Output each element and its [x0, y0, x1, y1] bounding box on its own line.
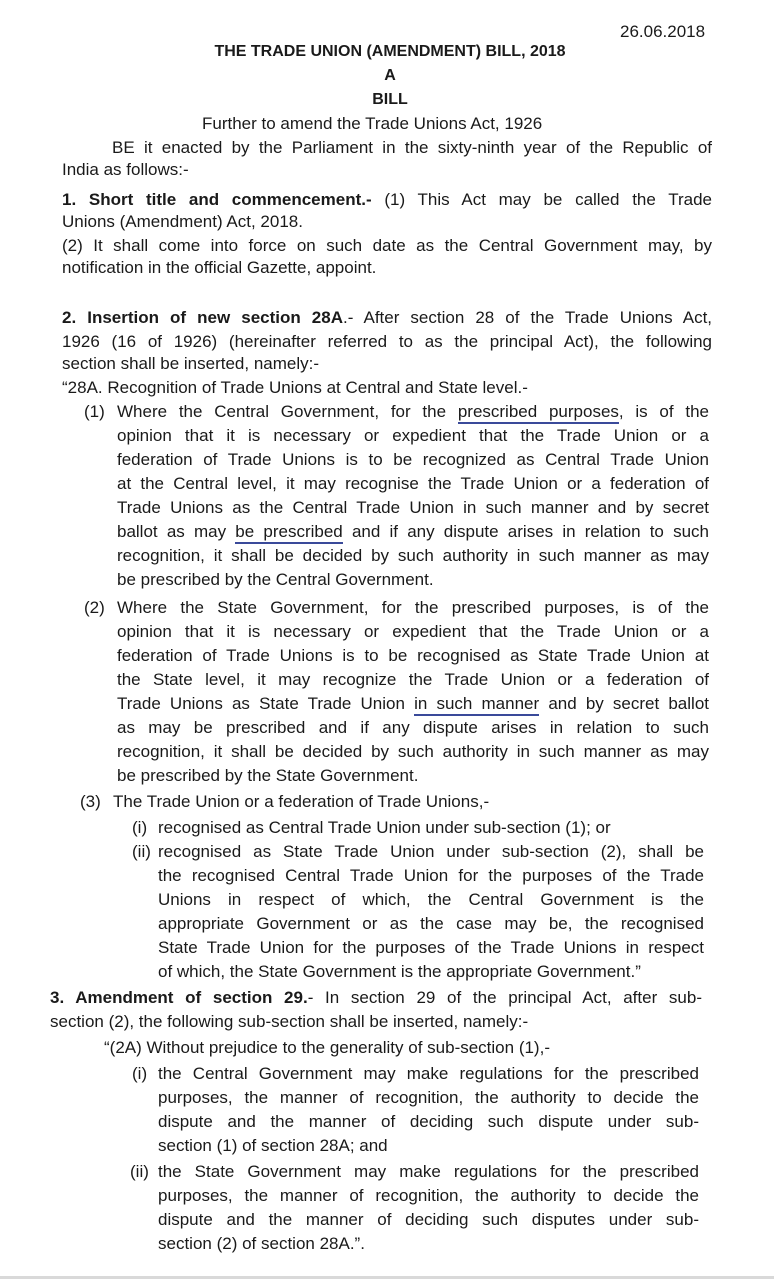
subsection-1-line-3: federation of Trade Unions is to be recognized as Central Trade Union: [117, 450, 709, 469]
be-prescribed-underline: be prescribed: [235, 522, 342, 544]
subsection-1-line-4: at the Central level, it may recognise the Trade Union or a federation of: [117, 474, 709, 493]
bill-label: BILL: [372, 91, 408, 108]
document-date: 26.06.2018: [620, 22, 706, 41]
subsection-2-line-3: federation of Trade Unions is to be recognised as State Trade Union at: [117, 646, 709, 665]
section-2-line-1: 2. Insertion of new section 28A.- After section 28 of the Trade Unions Act,: [62, 308, 713, 327]
subsection-1-line-7: recognition, it shall be decided by such authority in such manner as may: [117, 546, 709, 565]
section-2-line-3: section shall be inserted, namely:-: [62, 354, 320, 373]
subsection-1-line-2: opinion that it is necessary or expedient that the Trade Union or a: [117, 426, 709, 445]
regulation-i-line-2: purposes, the manner of recognition, the authority to decide the: [158, 1088, 699, 1107]
subsection-2-line-5: Trade Unions as State Trade Union in such manner and by secret ballot: [117, 692, 709, 716]
regulation-i-line-4: section (1) of section 28A; and: [158, 1136, 388, 1155]
subsection-2-line-4: the State level, it may recognize the Trade Union or a federation of: [117, 670, 709, 689]
subsection-1-line-5: Trade Unions as the Central Trade Union in such manner and by secret: [117, 498, 709, 517]
in-such-manner-underline: in such manner: [414, 694, 539, 716]
subsection-1-line-6: ballot as may be prescribed and if any dispute arises in relation to such: [117, 520, 709, 544]
subsection-2a-line: “(2A) Without prejudice to the generality of sub-section (1),-: [104, 1038, 550, 1057]
subsection-2-line-7: recognition, it shall be decided by such authority in such manner as may: [117, 742, 709, 761]
section-3-line-1: 3. Amendment of section 29.- In section 29 of the principal Act, after sub-: [50, 988, 702, 1007]
bill-title: THE TRADE UNION (AMENDMENT) BILL, 2018: [214, 43, 566, 60]
clause-ii-line-2: the recognised Central Trade Union for the purposes of the Trade: [158, 866, 704, 885]
subsection-1-line-1: Where the Central Government, for the prescribed purposes, is of the: [117, 400, 709, 424]
regulation-ii-line-2: purposes, the manner of recognition, the authority to decide the: [158, 1186, 699, 1205]
section-28a-heading: “28A. Recognition of Trade Unions at Central and State level.-: [62, 378, 528, 397]
regulation-i-number: (i): [132, 1064, 148, 1083]
section-1-line-2: Unions (Amendment) Act, 2018.: [62, 212, 303, 231]
page-bottom-edge: [0, 1276, 774, 1279]
subsection-3-number: (3): [80, 792, 101, 811]
bill-article: A: [384, 67, 396, 84]
clause-i-text: recognised as Central Trade Union under sub-section (1); or: [158, 818, 611, 837]
clause-ii-line-4: appropriate Government or as the case may be, the recognised: [158, 914, 704, 933]
enacting-clause-line-1: BE it enacted by the Parliament in the sixty-ninth year of the Republic of: [112, 138, 712, 157]
subsection-2-line-6: as may be prescribed and if any dispute arises in relation to such: [117, 718, 709, 737]
section-1-line-3: (2) It shall come into force on such date as the Central Government may, by: [62, 236, 712, 255]
section-1-line-4: notification in the official Gazette, appoint.: [62, 258, 377, 277]
subsection-2-number: (2): [84, 598, 105, 617]
prescribed-purposes-underline: prescribed purposes: [458, 402, 619, 424]
regulation-i-line-1: the Central Government may make regulations for the prescribed: [158, 1064, 699, 1083]
subsection-2-line-8: be prescribed by the State Government.: [117, 766, 419, 785]
section-1-heading: 1. Short title and commencement.-: [62, 190, 372, 209]
regulation-ii-line-3: dispute and the manner of deciding such disputes under sub-: [158, 1210, 699, 1229]
bill-purpose: Further to amend the Trade Unions Act, 1926: [202, 114, 543, 133]
clause-i-number: (i): [132, 818, 148, 837]
subsection-2-line-1: Where the State Government, for the prescribed purposes, is of the: [117, 598, 709, 617]
section-1-line-1: 1. Short title and commencement.- (1) This Act may be called the Trade: [62, 190, 712, 209]
clause-ii-line-1: recognised as State Trade Union under sub-section (2), shall be: [158, 842, 704, 861]
regulation-i-line-3: dispute and the manner of deciding such dispute under sub-: [158, 1112, 699, 1131]
section-2-heading: 2. Insertion of new section 28A: [62, 308, 343, 327]
clause-ii-line-3: Unions in respect of which, the Central Government is the: [158, 890, 704, 909]
subsection-2-line-2: opinion that it is necessary or expedient that the Trade Union or a: [117, 622, 709, 641]
enacting-clause-line-2: India as follows:-: [62, 160, 189, 179]
section-3-heading: 3. Amendment of section 29.: [50, 988, 308, 1007]
clause-ii-number: (ii): [132, 842, 151, 861]
subsection-1-number: (1): [84, 402, 105, 421]
clause-ii-line-6: of which, the State Government is the appropriate Government.”: [158, 962, 641, 981]
regulation-ii-number: (ii): [130, 1162, 149, 1181]
regulation-ii-line-4: section (2) of section 28A.”.: [158, 1234, 365, 1253]
subsection-3-line-1: The Trade Union or a federation of Trade Unions,-: [113, 792, 490, 811]
subsection-1-line-8: be prescribed by the Central Government.: [117, 570, 434, 589]
section-2-line-2: 1926 (16 of 1926) (hereinafter referred to as the principal Act), the following: [62, 332, 712, 351]
regulation-ii-line-1: the State Government may make regulations for the prescribed: [158, 1162, 699, 1181]
clause-ii-line-5: State Trade Union for the purposes of the Trade Unions in respect: [158, 938, 704, 957]
section-3-line-2: section (2), the following sub-section shall be inserted, namely:-: [50, 1012, 529, 1031]
